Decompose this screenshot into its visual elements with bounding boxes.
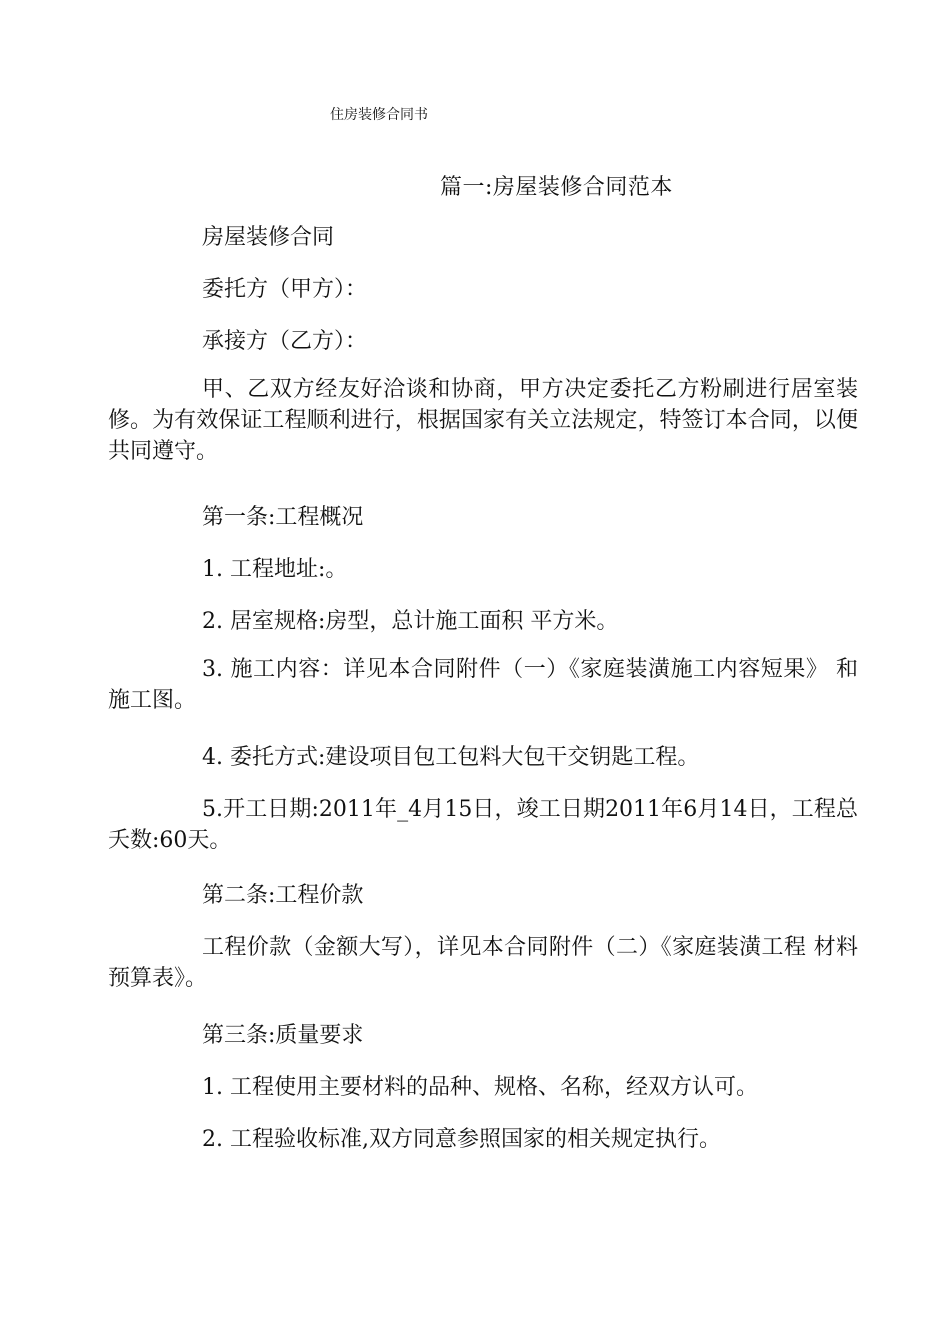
article-2-heading: 第二条:工程价款 — [202, 883, 364, 908]
document-header-title: 住房装修合同书 — [330, 107, 428, 123]
article-3-heading: 第三条:质量要求 — [202, 1023, 364, 1048]
article-3-item-2: 2. 工程验收标准,双方同意参照国家的相关规定执行。 — [202, 1127, 721, 1152]
party-b-line: 承接方（乙方）： — [202, 329, 368, 354]
section-title: 篇一:房屋装修合同范本 — [440, 175, 673, 200]
article-3-item-1: 1. 工程使用主要材料的品种、规格、名称，经双方认可。 — [202, 1075, 758, 1100]
article-1-heading: 第一条:工程概况 — [202, 505, 364, 530]
preamble-paragraph: 甲、乙双方经友好洽谈和协商，甲方决定委托乙方粉刷进行居室装修。为有效保证工程顺利进行，根据国家有关立法规定，特签订本合同，以便共同遵守。 — [108, 377, 858, 464]
article-1-item-5: 5.开工日期:2011年_4月15日，竣工日期2011年6月14日，工程总夭数:60天。 — [108, 797, 858, 853]
article-1-item-2: 2. 居室规格:房型，总计施工面积 平方米。 — [202, 609, 619, 634]
article-1-item-1: 1. 工程地址:。 — [202, 557, 348, 582]
contract-title: 房屋装修合同 — [202, 225, 335, 250]
article-2-paragraph: 工程价款（金额大写），详见本合同附件（二）《家庭装潢工程 材料预算表》。 — [108, 935, 858, 991]
article-1-item-4: 4. 委托方式:建设项目包工包料大包干交钥匙工程。 — [202, 745, 700, 770]
article-1-item-3: 3. 施工内容：详见本合同附件（一）《家庭装潢施工内容短果》 和施工图。 — [108, 657, 858, 713]
party-a-line: 委托方（甲方）： — [202, 277, 368, 302]
